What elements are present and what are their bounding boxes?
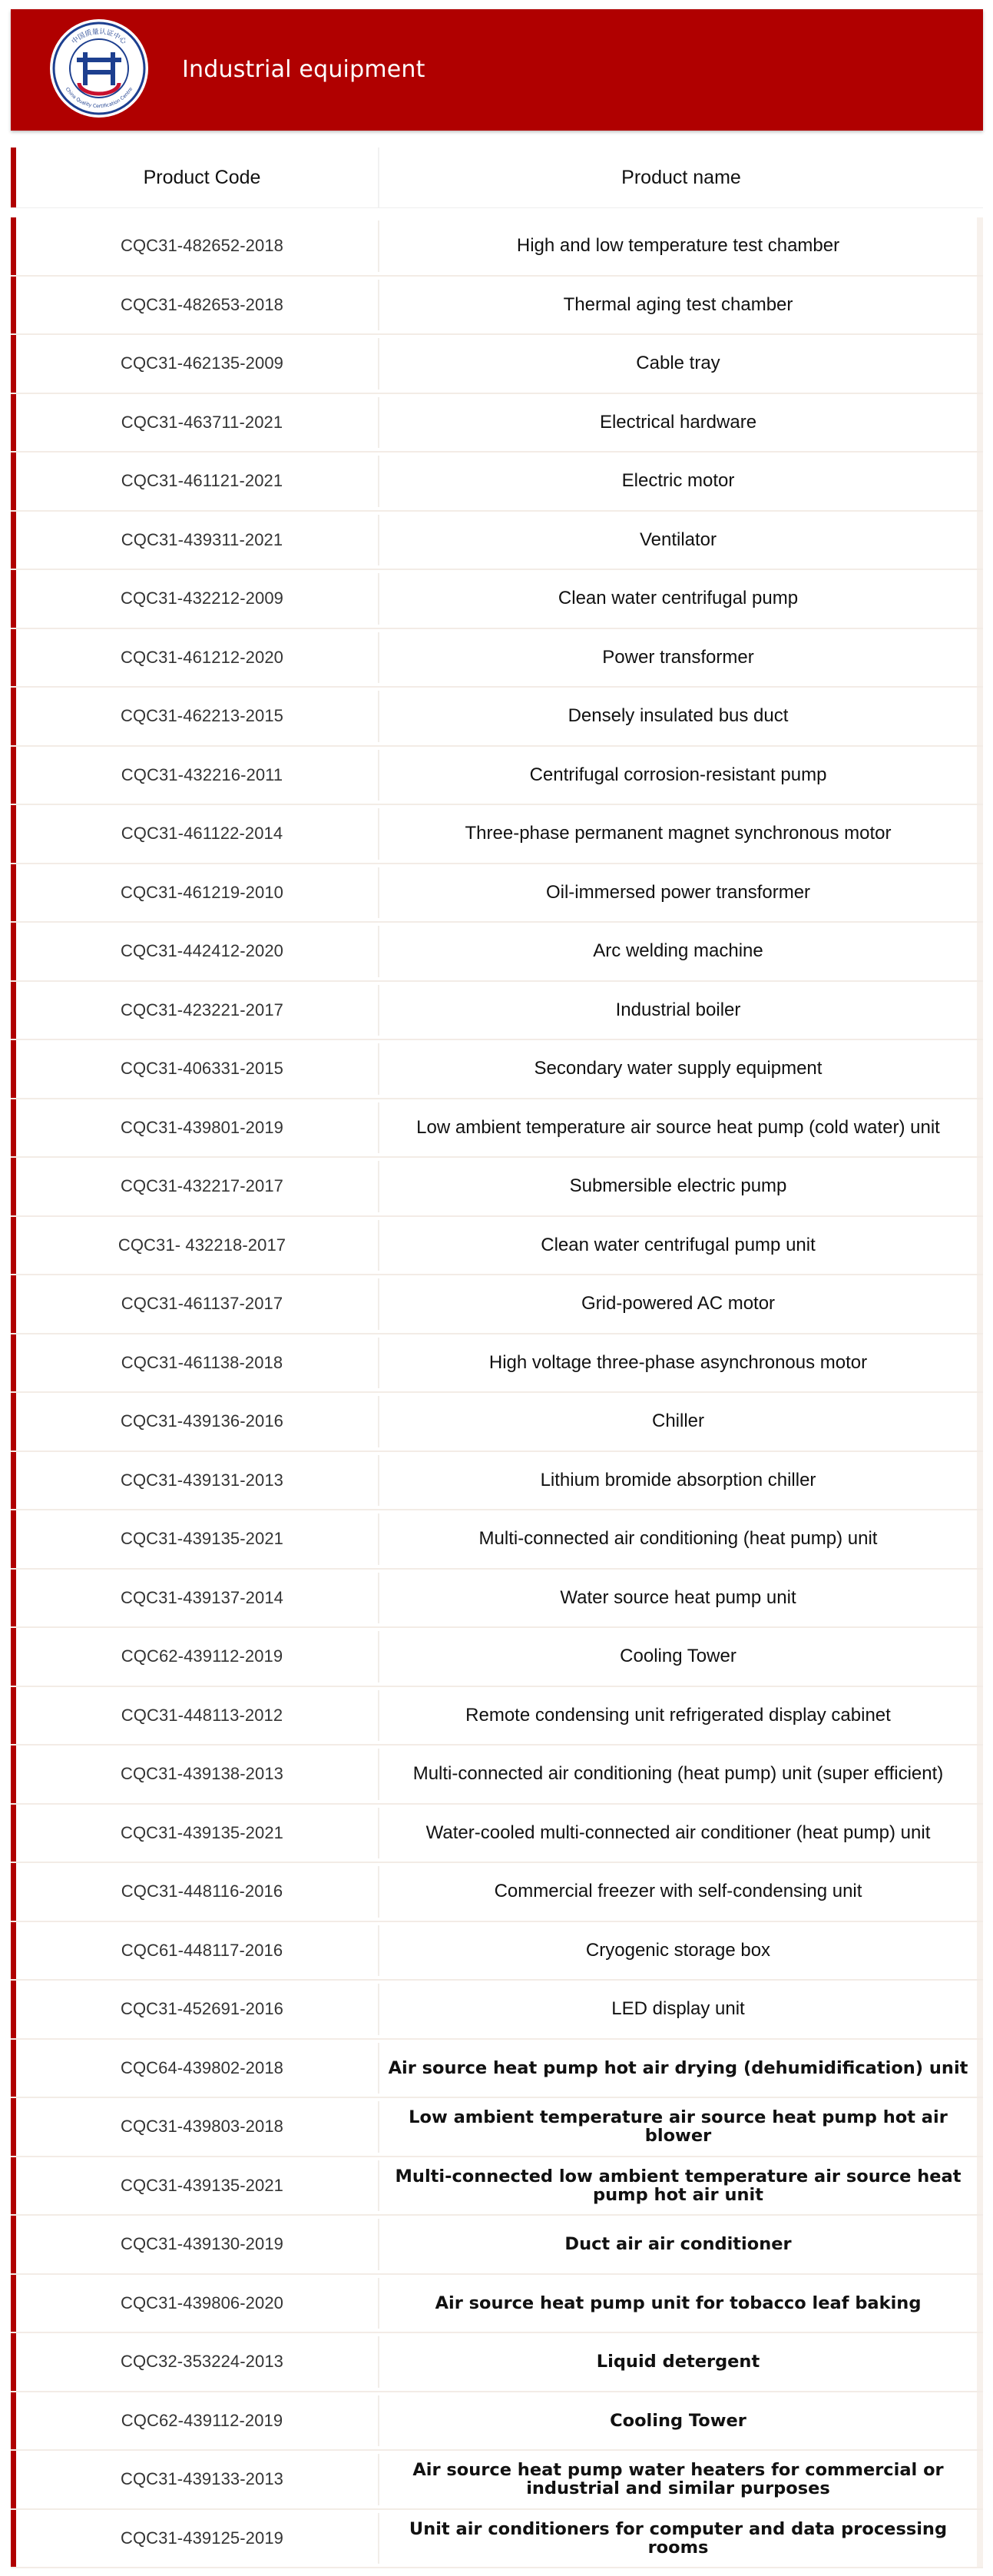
product-name-cell: Thermal aging test chamber (563, 293, 793, 315)
logo-ring-top-text: 中国质量认证中心 (70, 28, 128, 46)
product-code-cell: CQC31-439135-2021 (120, 1529, 284, 1549)
logo-ring-bottom-text: China Quality Certification Centre (64, 86, 134, 110)
product-table (11, 217, 983, 2568)
product-name-cell: Industrial boiler (615, 999, 741, 1020)
product-name-cell: Cooling Tower (610, 2410, 746, 2431)
product-name-cell: Electrical hardware (599, 411, 757, 433)
product-code-cell: CQC31-462135-2009 (120, 353, 284, 373)
table-row (11, 805, 983, 864)
product-name-cell: High and low temperature test chamber (516, 235, 840, 257)
product-name-cell: Oil-immersed power transformer (545, 881, 811, 903)
table-row (11, 512, 983, 571)
product-code-cell: CQC31-442412-2020 (120, 941, 284, 961)
product-name-cell: Commercial freezer with self-condensing unit (494, 1881, 862, 1902)
product-name-cell: Cable tray (636, 353, 720, 374)
table-row (11, 982, 983, 1041)
table-row (11, 1099, 983, 1159)
product-name-cell: Lithium bromide absorption chiller (540, 1469, 816, 1490)
product-code-cell: CQC31-432212-2009 (120, 588, 284, 608)
product-code-cell: CQC31-439136-2016 (120, 1411, 284, 1431)
table-row (11, 2098, 983, 2157)
table-row (11, 2216, 983, 2275)
product-name-cell: Duct air air conditioner (564, 2234, 792, 2255)
product-name-cell: Remote condensing unit refrigerated display cabinet (465, 1704, 891, 1726)
table-row (11, 1628, 983, 1687)
product-code-cell: CQC31-461122-2014 (121, 824, 283, 844)
product-name-cell: Water source heat pump unit (560, 1586, 796, 1608)
table-row (11, 277, 983, 336)
product-code-cell: CQC31-439135-2021 (120, 1822, 284, 1842)
table-row (11, 2451, 983, 2510)
product-name-cell: Densely insulated bus duct (568, 705, 789, 727)
product-name-cell: Liquid detergent (596, 2352, 760, 2372)
table-row (11, 2510, 983, 2569)
table-row (11, 1570, 983, 1629)
table-row (11, 688, 983, 747)
table-row (11, 335, 983, 394)
product-name-cell: Ventilator (639, 529, 717, 550)
product-name-cell: Unit air conditioners for computer and data processing rooms (409, 2518, 948, 2558)
product-code-cell: CQC31-439803-2018 (120, 2117, 284, 2137)
product-code-cell: CQC31-461212-2020 (120, 647, 284, 667)
column-header-product-name: Product name (621, 167, 741, 188)
page-title: Industrial equipment (182, 56, 425, 83)
product-name-cell: Cooling Tower (620, 1646, 736, 1667)
table-row (11, 1687, 983, 1746)
product-name-cell: Low ambient temperature air source heat pump hot air blower (409, 2107, 948, 2147)
product-name-cell: LED display unit (611, 1998, 745, 2020)
table-row (11, 923, 983, 982)
table-row (11, 2157, 983, 2216)
product-code-cell: CQC31-461137-2017 (121, 1294, 283, 1314)
product-code-cell: CQC62-439112-2019 (121, 1646, 283, 1666)
product-name-cell: Three-phase permanent magnet synchronous motor (465, 823, 892, 844)
product-name-cell: Clean water centrifugal pump (558, 588, 799, 609)
product-code-cell: CQC31-439130-2019 (120, 2234, 284, 2254)
product-name-cell: Water-cooled multi-connected air conditioner (heat pump) unit (425, 1822, 931, 1843)
product-code-cell: CQC31-406331-2015 (120, 1059, 284, 1079)
product-code-cell: CQC31-448116-2016 (121, 1881, 283, 1901)
product-code-cell: CQC31-439137-2014 (120, 1587, 284, 1607)
table-row (11, 1452, 983, 1511)
table-row (11, 453, 983, 512)
product-code-cell: CQC31-439135-2021 (120, 2175, 284, 2195)
product-code-cell: CQC61-448117-2016 (121, 1940, 283, 1960)
product-name-cell: Submersible electric pump (569, 1175, 787, 1197)
product-name-cell: Power transformer (602, 646, 754, 668)
table-row (11, 2040, 983, 2099)
product-name-cell: Air source heat pump unit for tobacco leaf baking (435, 2293, 922, 2313)
product-code-cell: CQC31-452691-2016 (120, 1999, 284, 2019)
product-name-cell: Clean water centrifugal pump unit (541, 1234, 816, 1255)
product-code-cell: CQC31-439131-2013 (120, 1470, 284, 1490)
product-name-cell: High voltage three-phase asynchronous motor (488, 1351, 868, 1373)
product-name-cell: Chiller (651, 1411, 704, 1432)
table-row (11, 1393, 983, 1452)
product-code-cell: CQC31-462213-2015 (120, 706, 284, 726)
product-code-cell: CQC32-353224-2013 (120, 2352, 284, 2372)
table-row (11, 1334, 983, 1394)
product-code-cell: CQC31-448113-2012 (121, 1705, 283, 1725)
product-code-cell: CQC31-439133-2013 (120, 2469, 284, 2489)
product-name-cell: Electric motor (621, 470, 735, 492)
table-row (11, 2275, 983, 2334)
table-row (11, 1217, 983, 1276)
product-name-cell: Arc welding machine (593, 940, 763, 962)
table-row (11, 1805, 983, 1864)
product-code-cell: CQC31-461219-2010 (120, 882, 284, 902)
product-code-cell: CQC31-461121-2021 (121, 471, 283, 491)
table-row (11, 1981, 983, 2040)
table-row (11, 570, 983, 629)
table-row (11, 1863, 983, 1922)
product-code-cell: CQC64-439802-2018 (120, 2057, 284, 2077)
table-row (11, 2392, 983, 2452)
table-row (11, 864, 983, 923)
product-name-cell: Low ambient temperature air source heat pump (cold water) unit (416, 1116, 940, 1138)
table-row (11, 1275, 983, 1334)
product-code-cell: CQC31-439801-2019 (120, 1117, 284, 1137)
table-row (11, 2333, 983, 2392)
product-code-cell: CQC31-482652-2018 (120, 236, 284, 256)
product-code-cell: CQC31-439138-2013 (120, 1764, 284, 1784)
product-name-cell: Air source heat pump water heaters for commercial or industrial and similar purposes (412, 2460, 944, 2499)
product-name-cell: Secondary water supply equipment (534, 1058, 823, 1079)
product-code-cell: CQC31-463711-2021 (121, 412, 283, 432)
table-row (11, 1510, 983, 1570)
product-code-cell: CQC31-461138-2018 (121, 1352, 283, 1372)
product-code-cell: CQC31-432216-2011 (121, 764, 283, 784)
table-row (11, 747, 983, 806)
category-banner (11, 9, 983, 131)
table-row (11, 217, 983, 277)
product-name-cell: Cryogenic storage box (585, 1939, 771, 1961)
table-header (11, 148, 983, 208)
product-code-cell: CQC31-439806-2020 (120, 2293, 284, 2312)
product-code-cell: CQC31-423221-2017 (120, 1000, 284, 1019)
product-name-cell: Centrifugal corrosion-resistant pump (529, 764, 827, 785)
product-code-cell: CQC31-432217-2017 (120, 1176, 284, 1196)
table-row (11, 629, 983, 688)
product-name-cell: Multi-connected air conditioning (heat pump) unit (super efficient) (412, 1763, 944, 1785)
product-name-cell: Multi-connected low ambient temperature air source heat pump hot air unit (395, 2166, 962, 2205)
table-row (11, 1040, 983, 1099)
table-row (11, 1158, 983, 1217)
table-row (11, 1922, 983, 1981)
product-name-cell: Air source heat pump hot air drying (dehumidification) unit (388, 2057, 968, 2078)
product-code-cell: CQC31-439311-2021 (121, 529, 283, 549)
product-code-cell: CQC31- 432218-2017 (118, 1235, 286, 1255)
product-name-cell: Grid-powered AC motor (581, 1293, 776, 1315)
product-code-cell: CQC31-439125-2019 (120, 2528, 284, 2548)
column-header-product-code: Product Code (143, 167, 261, 188)
round-seal-logo-icon (48, 17, 151, 120)
product-name-cell: Multi-connected air conditioning (heat pump) unit (478, 1528, 878, 1550)
product-code-cell: CQC31-482653-2018 (120, 294, 284, 314)
table-row (11, 1746, 983, 1805)
product-code-cell: CQC62-439112-2019 (121, 2410, 283, 2430)
table-row (11, 394, 983, 453)
